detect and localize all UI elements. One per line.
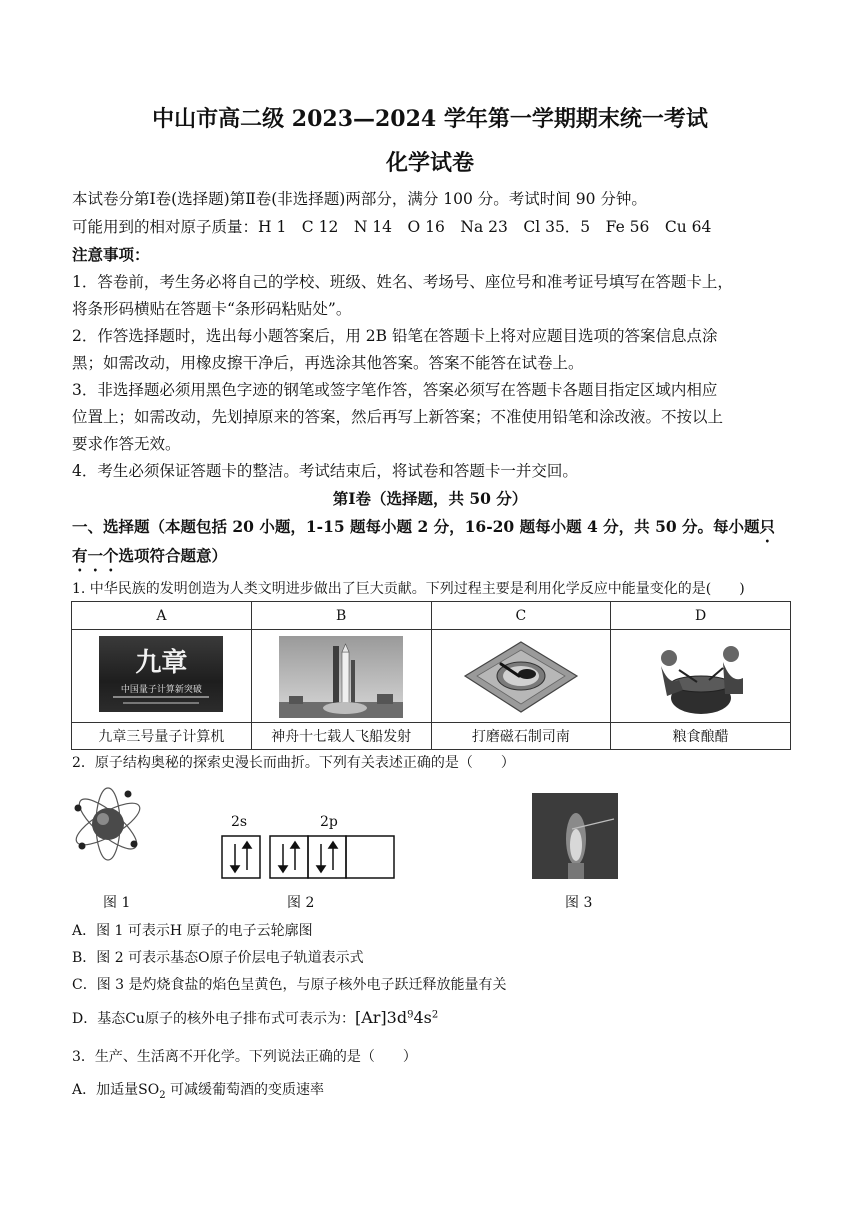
exam-title: 中山市高二级 2023—2024 学年第一学期期末统一考试 — [152, 106, 708, 132]
rocket-launch-image — [279, 636, 403, 718]
orbital-label-2s: 2s — [231, 814, 248, 830]
section-instructions-line-1 — [72, 515, 775, 546]
exam-subtitle: 化学试卷 — [385, 150, 474, 176]
section-instructions-b: 选项符合题意） — [118, 546, 228, 565]
note-3a: 3．非选择题必须用黑色字迹的钢笔或签字笔作答，答案必须写在答题卡各题目指定区域内相应 — [72, 381, 718, 399]
figure-2-label: 图 2 — [287, 895, 315, 911]
q1-caption-b: 神舟十七载人飞船发射 — [251, 723, 431, 750]
q1-image-cell-b — [251, 630, 431, 723]
q3-option-a-suffix: 可减缓葡萄酒的变质速率 — [165, 1082, 325, 1098]
flame-test-image — [532, 793, 618, 879]
section-instructions-a: 一、选择题（本题包括 20 小题，1-15 题每小题 2 分，16-20 题每小题 4 分，共 50 分。每小题 — [72, 517, 760, 536]
sinan-compass-image — [459, 636, 583, 718]
note-4: 4．考生必须保证答题卡的整洁。考试结束后，将试卷和答题卡一并交回。 — [72, 462, 578, 480]
q1-header-d: D — [611, 602, 791, 630]
q1-image-cell-c — [431, 630, 611, 723]
atom-model-image — [68, 784, 148, 864]
q1-caption-a: 九章三号量子计算机 — [72, 723, 252, 750]
q2-option-d-sup-1: 9 — [407, 1009, 414, 1021]
q1-options-table — [71, 601, 791, 750]
q3-option-a — [72, 1079, 324, 1101]
section-instructions-emph-1: 只 — [759, 517, 776, 536]
q2-option-c: C．图 3 是灼烧食盐的焰色呈黄色，与原子核外电子跃迁释放能量有关 — [72, 977, 507, 993]
q3-option-a-sub: 2 — [159, 1089, 166, 1101]
orbital-diagram — [220, 834, 400, 880]
vinegar-brewing-image — [639, 636, 763, 718]
q1-header-b: B — [251, 602, 431, 630]
q3-option-a-prefix: A．加适量SO — [72, 1082, 160, 1098]
atomic-masses-line: 可能用到的相对原子质量：H 1 C 12 N 14 O 16 Na 23 Cl 35．5 Fe 56 Cu 64 — [72, 218, 712, 236]
q1-header-a: A — [72, 602, 252, 630]
note-1a: 1．答卷前，考生务必将自己的学校、班级、姓名、考场号、座位号和准考证号填写在答题卡上， — [72, 273, 733, 291]
q1-caption-c: 打磨磁石制司南 — [431, 723, 611, 750]
jiuzhang-logo-text: 九章 — [135, 648, 188, 678]
section-instructions-emph-2: 有一个 — [72, 546, 119, 565]
figure-1-label: 图 1 — [103, 895, 131, 911]
q1-image-cell-a — [72, 630, 252, 723]
q1-header-c: C — [431, 602, 611, 630]
figure-3-label: 图 3 — [565, 895, 593, 911]
q1-caption-d: 粮食酿醋 — [611, 723, 791, 750]
q2-option-d-config: [Ar]3d — [354, 1008, 408, 1027]
q2-option-d-text: D．基态Cu原子的核外电子排布式可表示为： — [72, 1011, 355, 1027]
q2-option-d-4s: 4s — [413, 1008, 432, 1027]
notes-heading: 注意事项： — [72, 245, 150, 264]
orbital-label-2p: 2p — [320, 814, 338, 830]
section-title: 第Ⅰ卷（选择题，共 50 分） — [332, 489, 528, 508]
section-instructions-line-2 — [72, 544, 227, 575]
q2-option-a: A．图 1 可表示H 原子的电子云轮廓图 — [72, 923, 313, 939]
q2-option-b: B．图 2 可表示基态O原子价层电子轨道表示式 — [72, 950, 364, 966]
q3-stem: 3．生产、生活离不开化学。下列说法正确的是（ ） — [72, 1049, 417, 1065]
q2-option-d-sup-2: 2 — [431, 1009, 439, 1021]
q1-stem: 1. 中华民族的发明创造为人类文明进步做出了巨大贡献。下列过程主要是利用化学反应中能量变化的是( ) — [72, 581, 745, 597]
quantum-computer-image — [99, 636, 223, 712]
note-3b: 位置上；如需改动，先划掉原来的答案，然后再写上新答案；不准使用铅笔和涂改液。不按以上 — [72, 408, 724, 426]
intro-line-1: 本试卷分第Ⅰ卷(选择题)第Ⅱ卷(非选择题)两部分，满分 100 分。考试时间 90 分钟。 — [72, 190, 647, 208]
note-2a: 2．作答选择题时，选出每小题答案后，用 2B 铅笔在答题卡上将对应题目选项的答案信息点涂 — [72, 327, 718, 345]
note-1b: 将条形码横贴在答题卡“条形码粘贴处”。 — [72, 300, 352, 318]
q1-image-cell-d — [611, 630, 791, 723]
jiuzhang-banner-text: 中国量子计算新突破 — [120, 685, 202, 695]
note-2b: 黑；如需改动，用橡皮擦干净后，再选涂其他答案。答案不能答在试卷上。 — [72, 354, 584, 372]
q2-stem: 2．原子结构奥秘的探索史漫长而曲折。下列有关表述正确的是（ ） — [72, 755, 515, 771]
note-3c: 要求作答无效。 — [72, 435, 181, 453]
q2-option-d — [72, 1008, 438, 1028]
